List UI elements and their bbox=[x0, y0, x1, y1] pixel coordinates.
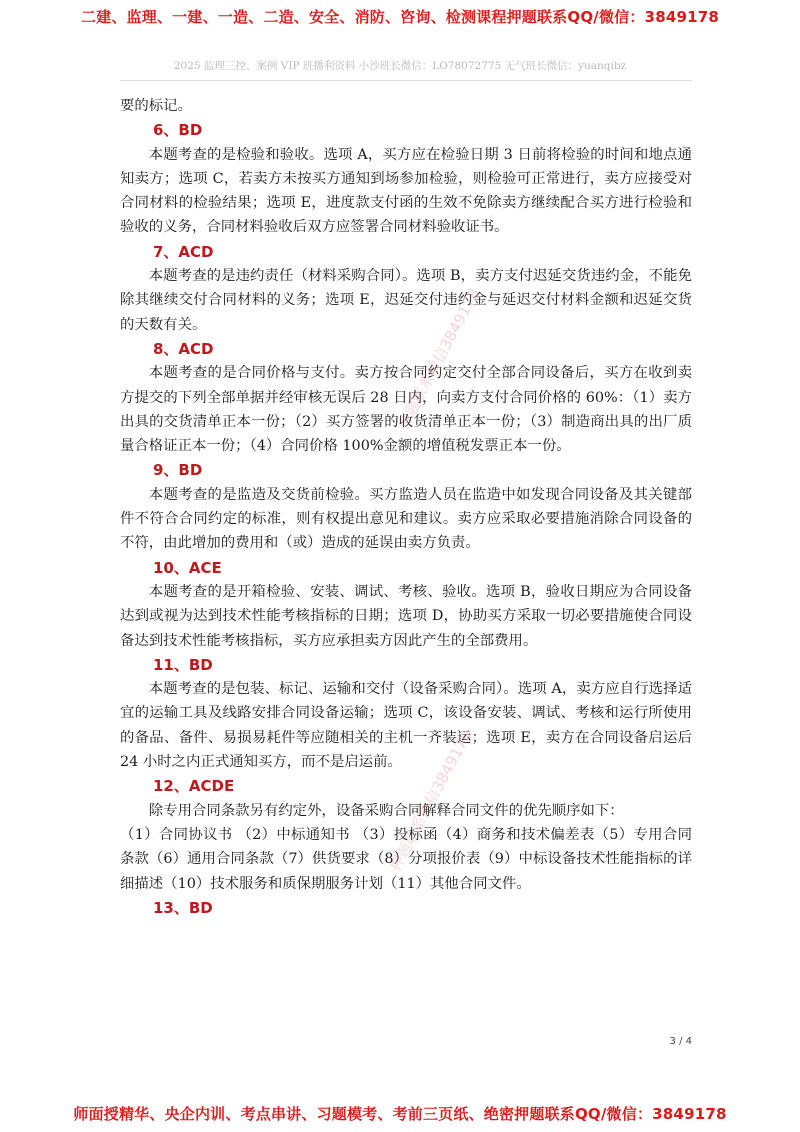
explanation-paragraph: 本题考查的是违约责任（材料采购合同）。选项 B，卖方支付迟延交货违约金，不能免除其继续交付合同材料的义务；选项 E，迟延交付违约金与延迟交付材料金额和迟延交货的天数有关。 bbox=[120, 268, 692, 333]
answer-item-13 bbox=[120, 896, 692, 920]
diagonal-watermark: 押题联系微信3849178 bbox=[386, 727, 476, 875]
answer-item-8 bbox=[120, 337, 692, 458]
explanation-paragraph: 本题考查的是合同价格与支付。卖方按合同约定交付全部合同设备后，买方在收到卖方提交的下列全部单据并经审核无误后 28 日内，向卖方支付合同价格的 60%：（1）卖方出具的交货清单正本一份；（2）买方签署的收货清单正本一份；（3）制造商出具的出厂质量合格证正本一份；（4）合同价格 100%金额的增值税发票正本一份。 bbox=[120, 365, 692, 455]
explanation-paragraph: 除专用合同条款另有约定外，设备采购合同解释合同文件的优先顺序如下： bbox=[148, 802, 624, 819]
document-priority-list: （1）合同协议书 （2）中标通知书 （3）投标函（4）商务和技术偏差表（5）专用合同条款（6）通用合同条款（7）供货要求（8）分项报价表（9）中标设备技术性能指标的详细描述（10）技术服务和质保期服务计划（11）其他合同文件。 bbox=[120, 826, 692, 892]
answer-item-6 bbox=[120, 118, 692, 239]
answer-heading: 12、ACDE bbox=[153, 777, 235, 796]
answer-heading: 6、BD bbox=[153, 121, 203, 140]
page-number: 3 / 4 bbox=[669, 1036, 692, 1047]
bottom-promo-banner: 师面授精华、央企内训、考点串讲、习题模考、考前三页纸、绝密押题联系QQ/微信：3849178 bbox=[73, 1105, 727, 1123]
header-divider bbox=[120, 80, 692, 81]
answer-heading: 11、BD bbox=[153, 655, 213, 674]
answer-item-9 bbox=[120, 458, 692, 555]
document-body bbox=[120, 94, 692, 920]
document-subheader: 2025 监理三控、案例 VIP 班播利资料 小沙班长微信：LO78072775 无气班长微信：yuanqibz bbox=[173, 60, 627, 72]
top-promo-banner: 二建、监理、一建、一造、二造、安全、消防、咨询、检测课程押题联系QQ/微信：3849178 bbox=[80, 8, 720, 26]
answer-heading: 13、BD bbox=[153, 898, 213, 917]
explanation-paragraph: 本题考查的是包装、标记、运输和交付（设备采购合同）。选项 A，卖方应自行选择适宜的运输工具及线路安排合同设备运输；选项 C，该设备安装、调试、考核和运行所使用的备品、备件、易损易耗件等应随相关的主机一齐装运；选项 E，卖方在合同设备启运后 24 小时之内正式通知买方，而不是启运前。 bbox=[120, 681, 692, 771]
explanation-paragraph: 本题考查的是开箱检验、安装、调试、考核、验收。选项 B，验收日期应为合同设备达到或视为达到技术性能考核指标的日期；选项 D，协助买方采取一切必要措施使合同设备达到技术性能考核指标，买方应承担卖方因此产生的全部费用。 bbox=[120, 583, 692, 649]
answer-heading: 8、ACD bbox=[153, 339, 214, 358]
intro-fragment: 要的标记。 bbox=[120, 98, 192, 114]
answer-heading: 9、BD bbox=[153, 461, 203, 480]
answer-heading: 7、ACD bbox=[153, 242, 214, 261]
explanation-paragraph: 本题考查的是检验和验收。选项 A，买方应在检验日期 3 日前将检验的时间和地点通知卖方；选项 C，若卖方未按买方通知到场参加检验，则检验可正常进行，卖方应接受对合同材料的检验结果；选项 E，进度款支付函的生效不免除卖方继续配合买方进行检验和验收的义务，合同材料验收后双方应签署合同材料验收证书。 bbox=[120, 146, 692, 236]
answer-item-7 bbox=[120, 240, 692, 337]
answer-heading: 10、ACE bbox=[153, 558, 222, 577]
answer-item-10 bbox=[120, 556, 692, 653]
answer-item-11 bbox=[120, 653, 692, 774]
explanation-paragraph: 本题考查的是监造及交货前检验。买方监造人员在监造中如发现合同设备及其关键部件不符合合同约定的标准，则有权提出意见和建议。卖方应采取必要措施消除合同设备的不符，由此增加的费用和（或）造成的延误由卖方负责。 bbox=[120, 486, 692, 552]
answer-item-12 bbox=[120, 774, 692, 895]
diagonal-watermark: 押题联系微信3849178 bbox=[394, 285, 484, 433]
